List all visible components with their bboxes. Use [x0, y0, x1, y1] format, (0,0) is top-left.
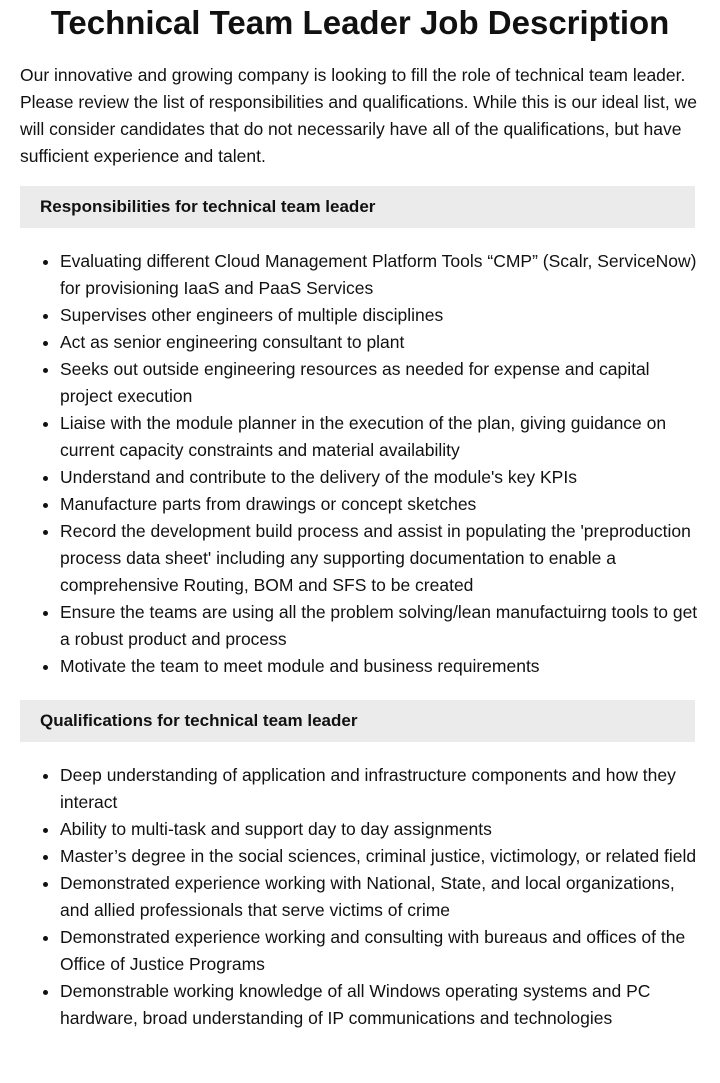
- list-item: • Deep understanding of application and infrastructure components and how they interact: [60, 762, 700, 816]
- qualifications-list: [20, 762, 700, 1032]
- list-item: • Supervises other engineers of multiple disciplines: [60, 302, 700, 329]
- page-title: Technical Team Leader Job Description: [50, 4, 670, 41]
- list-item: • Understand and contribute to the delivery of the module's key KPIs: [60, 464, 700, 491]
- list-item: • Record the development build process and assist in populating the 'preproduction process data sheet' including any supporting documentation to enable a comprehensive Routing, BOM and SFS to be created: [60, 518, 700, 599]
- list-item: • Act as senior engineering consultant to plant: [60, 329, 700, 356]
- list-item: • Motivate the team to meet module and business requirements: [60, 653, 700, 680]
- list-item: • Manufacture parts from drawings or concept sketches: [60, 491, 700, 518]
- list-item: • Seeks out outside engineering resources as needed for expense and capital project execution: [60, 356, 700, 410]
- list-item: • Ensure the teams are using all the problem solving/lean manufactuirng tools to get a robust product and process: [60, 599, 700, 653]
- list-item: • Ability to multi-task and support day to day assignments: [60, 816, 700, 843]
- responsibilities-list: [20, 248, 700, 680]
- list-item: • Demonstrated experience working and consulting with bureaus and offices of the Office of Justice Programs: [60, 924, 700, 978]
- list-item: • Master’s degree in the social sciences, criminal justice, victimology, or related field: [60, 843, 700, 870]
- list-item: • Demonstrable working knowledge of all Windows operating systems and PC hardware, broad understanding of IP communications and technologies: [60, 978, 700, 1032]
- list-item: • Demonstrated experience working with National, State, and local organizations, and allied professionals that serve victims of crime: [60, 870, 700, 924]
- intro-paragraph: Our innovative and growing company is looking to fill the role of technical team leader. Please review the list of responsibilities and qualifications. While this is our ideal list, we will consider candidates that do not necessarily have all of the qualifications, but have sufficient experience and talent.: [20, 65, 697, 166]
- list-item: • Evaluating different Cloud Management Platform Tools “CMP” (Scalr, ServiceNow) for provisioning IaaS and PaaS Services: [60, 248, 700, 302]
- responsibilities-heading: Responsibilities for technical team leader: [20, 186, 695, 228]
- list-item: • Liaise with the module planner in the execution of the plan, giving guidance on current capacity constraints and material availability: [60, 410, 700, 464]
- qualifications-heading: Qualifications for technical team leader: [20, 700, 695, 742]
